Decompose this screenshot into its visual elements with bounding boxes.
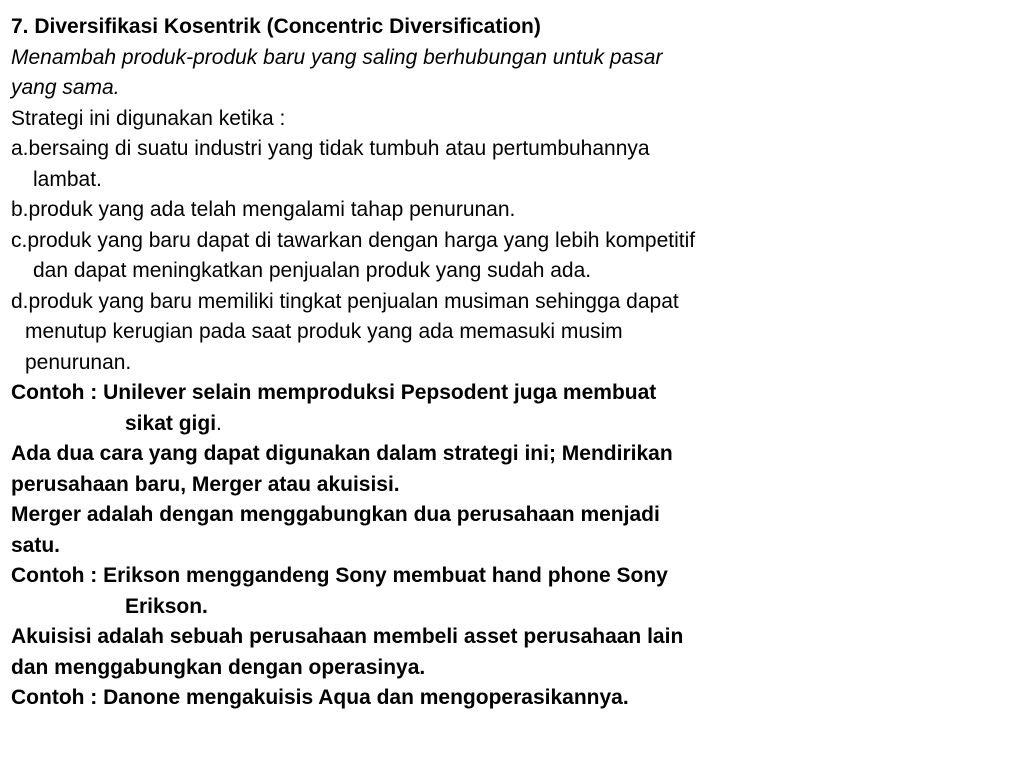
- methods-line-1: Ada dua cara yang dapat digunakan dalam strategi ini; Mendirikan: [11, 442, 673, 465]
- example-1-line-2-text: sikat gigi: [125, 411, 217, 435]
- condition-a-line-1: a.bersaing di suatu industri yang tidak tumbuh atau pertumbuhannya: [11, 137, 650, 160]
- condition-c-line-2: dan dapat meningkatkan penjualan produk yang sudah ada.: [33, 259, 592, 282]
- example-2-line-1: Contoh : Erikson menggandeng Sony membuat hand phone Sony: [11, 564, 668, 587]
- condition-a-line-2: lambat.: [33, 167, 102, 191]
- intro-text: Strategi ini digunakan ketika :: [11, 106, 286, 130]
- acquisition-line-1: Akuisisi adalah sebuah perusahaan membeli asset perusahaan lain: [11, 625, 684, 648]
- slide-content: [11, 12, 1011, 714]
- condition-d-line-2: menutup kerugian pada saat produk yang ada memasuki musim: [25, 320, 623, 343]
- example-1-line-1: Contoh : Unilever selain memproduksi Pepsodent juga membuat: [11, 381, 657, 404]
- condition-d-line-1: d.produk yang baru memiliki tingkat penjualan musiman sehingga dapat: [11, 289, 679, 313]
- definition-line-2: yang sama.: [11, 76, 120, 99]
- methods-line-2: perusahaan baru, Merger atau akuisisi.: [11, 472, 400, 496]
- example-1-line-2-period: .: [216, 411, 222, 435]
- slide-title: 7. Diversifikasi Kosentrik (Concentric Diversification): [11, 15, 541, 38]
- condition-d-line-3: penurunan.: [25, 350, 132, 374]
- condition-b-line-1: b.produk yang ada telah mengalami tahap penurunan.: [11, 198, 516, 221]
- merger-line-2: satu.: [11, 533, 61, 557]
- definition-line-1: Menambah produk-produk baru yang saling berhubungan untuk pasar: [11, 45, 663, 69]
- condition-c-line-1: c.produk yang baru dapat di tawarkan dengan harga yang lebih kompetitif: [11, 228, 696, 252]
- example-2-line-2: Erikson.: [125, 594, 208, 618]
- example-3-line-1: Contoh : Danone mengakuisis Aqua dan mengoperasikannya.: [11, 686, 629, 709]
- example-1-line-2: [11, 409, 1011, 440]
- merger-line-1: Merger adalah dengan menggabungkan dua perusahaan menjadi: [11, 503, 660, 526]
- acquisition-line-2: dan menggabungkan dengan operasinya.: [11, 655, 426, 679]
